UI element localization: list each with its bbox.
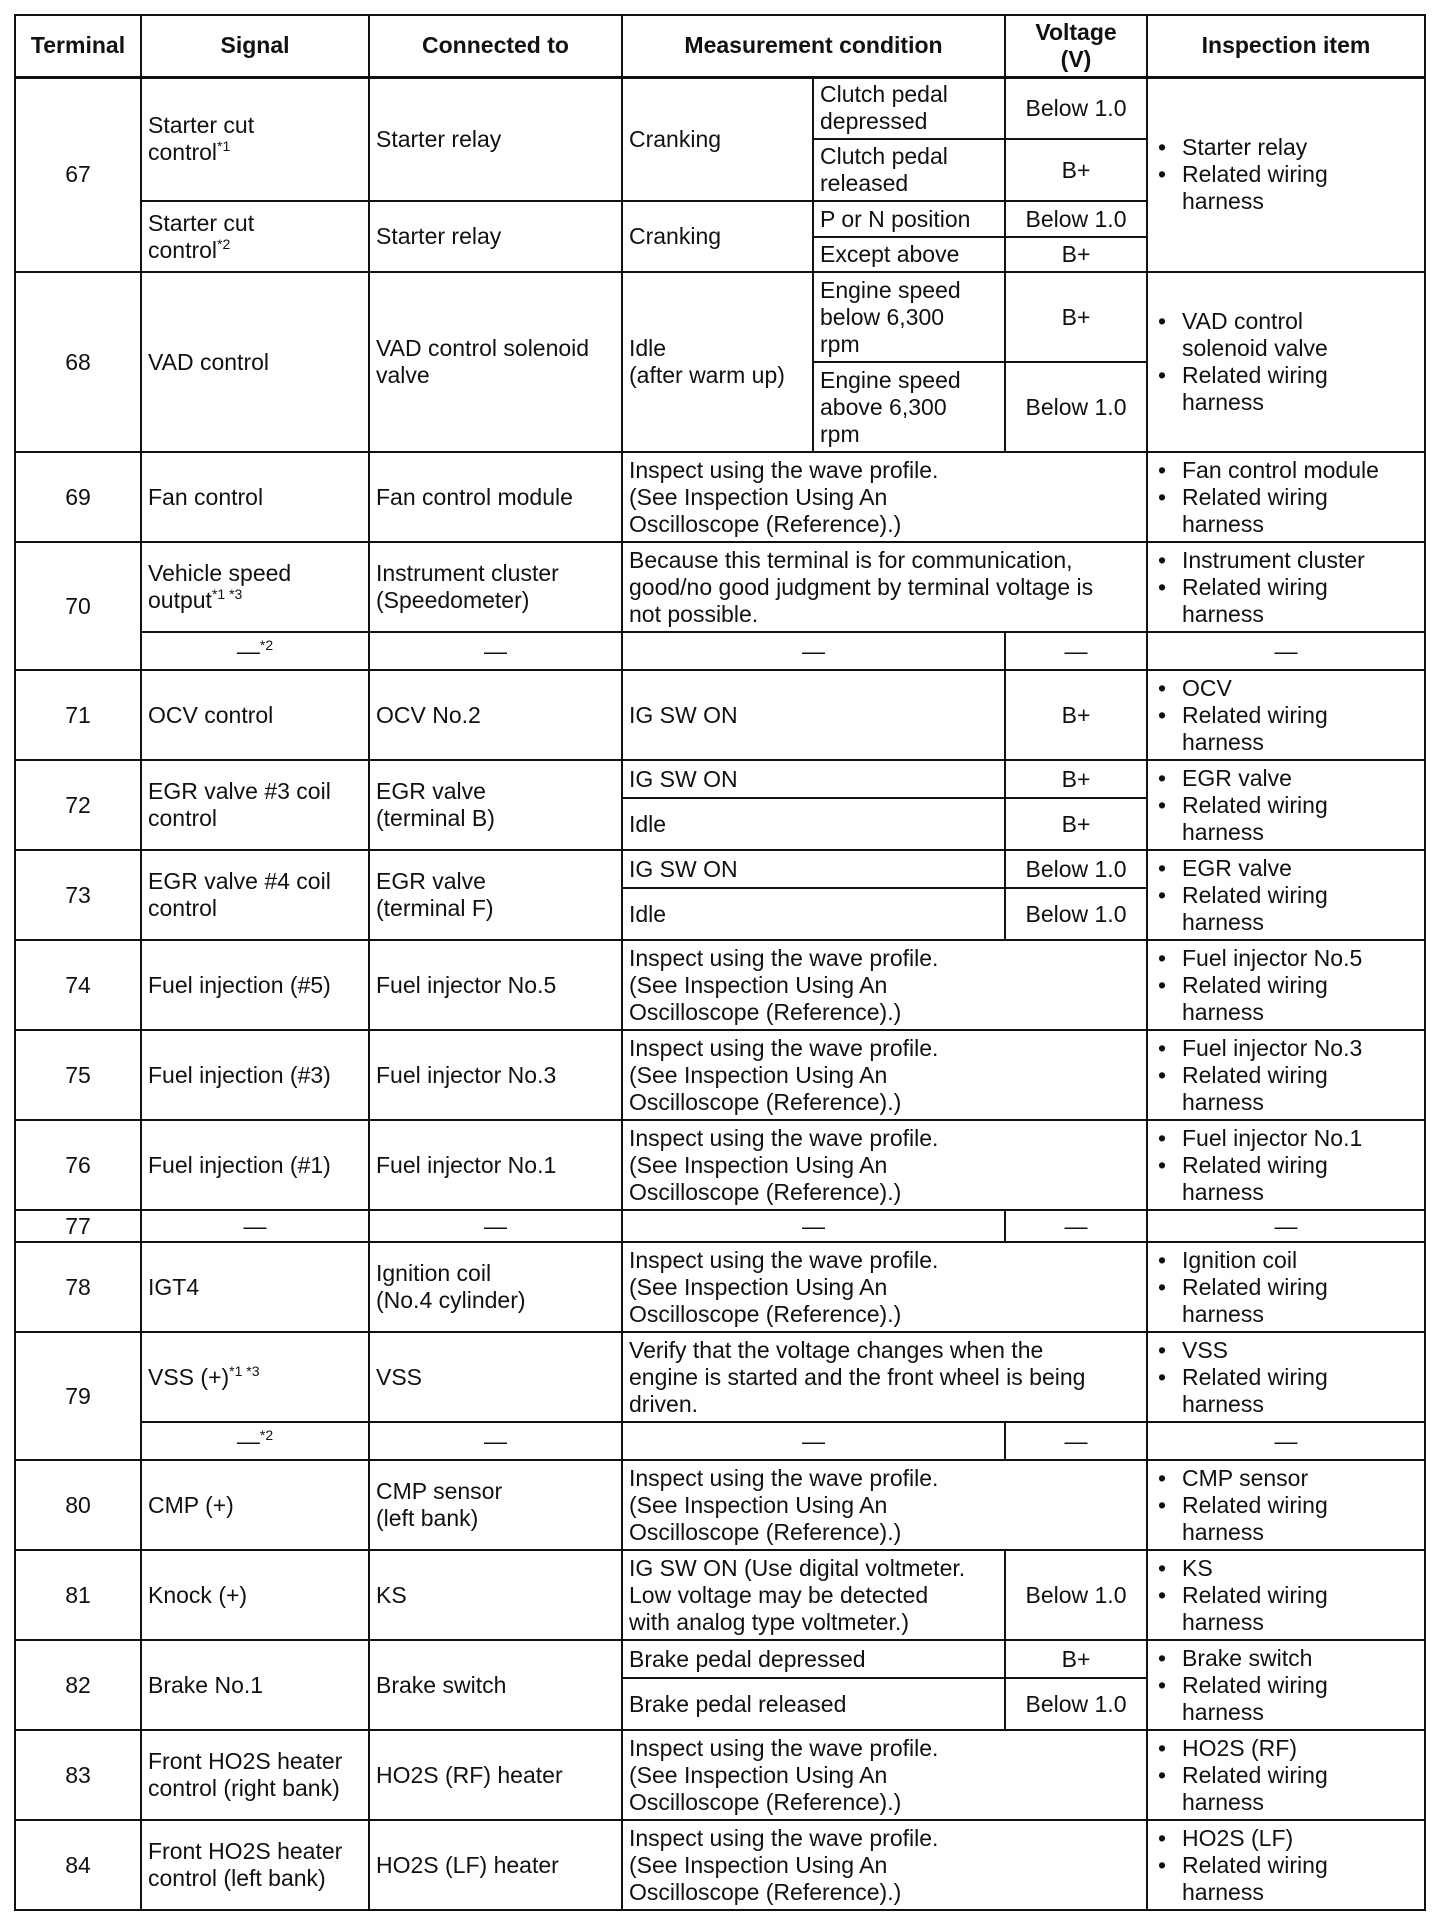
condition-cell: Inspect using the wave profile. (See Inspection Using An Oscilloscope (Reference).) xyxy=(622,1820,1147,1910)
signal-cell: OCV control xyxy=(141,670,369,760)
sub-condition-cell: Engine speed above 6,300 rpm xyxy=(813,362,1005,452)
header-voltage: Voltage (V) xyxy=(1005,15,1147,77)
voltage-cell: — xyxy=(1005,1210,1147,1242)
sub-condition-cell: Except above xyxy=(813,237,1005,272)
sub-condition-cell: Clutch pedal released xyxy=(813,139,1005,201)
connected-to-cell: Fuel injector No.1 xyxy=(369,1120,622,1210)
signal-cell: —$^{*2}$ xyxy=(141,632,369,670)
condition-cell: Idle xyxy=(622,798,1005,850)
voltage-cell: — xyxy=(1005,632,1147,670)
inspection-cell: • Brake switch • Related wiring harness xyxy=(1147,1640,1425,1730)
condition-cell: — xyxy=(622,1422,1005,1460)
terminal-number: 74 xyxy=(15,940,141,1030)
signal-cell: EGR valve #3 coil control xyxy=(141,760,369,850)
condition-cell: Inspect using the wave profile. (See Inspection Using An Oscilloscope (Reference).) xyxy=(622,1460,1147,1550)
voltage-cell: Below 1.0 xyxy=(1005,77,1147,139)
table-row xyxy=(15,940,1425,1030)
inspection-cell: • Fuel injector No.1 • Related wiring harness xyxy=(1147,1120,1425,1210)
connected-to-cell: Fan control module xyxy=(369,452,622,542)
signal-cell: Fuel injection (#5) xyxy=(141,940,369,1030)
connected-to-cell: — xyxy=(369,1210,622,1242)
table-row xyxy=(15,1640,1425,1678)
inspection-cell: • VSS • Related wiring harness xyxy=(1147,1332,1425,1422)
terminal-number: 73 xyxy=(15,850,141,940)
connected-to-cell: Fuel injector No.5 xyxy=(369,940,622,1030)
condition-cell: Inspect using the wave profile. (See Inspection Using An Oscilloscope (Reference).) xyxy=(622,452,1147,542)
table-row xyxy=(15,1422,1425,1460)
inspection-cell: • KS • Related wiring harness xyxy=(1147,1550,1425,1640)
connected-to-cell: VSS xyxy=(369,1332,622,1422)
connected-to-cell: OCV No.2 xyxy=(369,670,622,760)
inspection-cell: • VAD control solenoid valve • Related wiring harness xyxy=(1147,272,1425,452)
connected-to-cell: HO2S (LF) heater xyxy=(369,1820,622,1910)
inspection-cell: — xyxy=(1147,1422,1425,1460)
sub-condition-cell: Engine speed below 6,300 rpm xyxy=(813,272,1005,362)
inspection-cell: • Fan control module • Related wiring harness xyxy=(1147,452,1425,542)
connected-to-cell: HO2S (RF) heater xyxy=(369,1730,622,1820)
terminal-number: 80 xyxy=(15,1460,141,1550)
table-row xyxy=(15,1730,1425,1820)
terminal-number: 71 xyxy=(15,670,141,760)
condition-cell: Inspect using the wave profile. (See Inspection Using An Oscilloscope (Reference).) xyxy=(622,1242,1147,1332)
table-row xyxy=(15,1332,1425,1422)
signal-cell: Vehicle speed output$^{*1 *3}$ xyxy=(141,542,369,632)
connected-to-cell: VAD control solenoid valve xyxy=(369,272,622,452)
signal-cell: VSS $(+)^{*1 *3}$ xyxy=(141,1332,369,1422)
voltage-cell: B+ xyxy=(1005,1640,1147,1678)
terminal-number: 82 xyxy=(15,1640,141,1730)
table-row xyxy=(15,542,1425,632)
condition-cell: Inspect using the wave profile. (See Inspection Using An Oscilloscope (Reference).) xyxy=(622,1030,1147,1120)
connected-to-cell: Brake switch xyxy=(369,1640,622,1730)
terminal-number: 81 xyxy=(15,1550,141,1640)
table-row xyxy=(15,1550,1425,1640)
table-row xyxy=(15,272,1425,362)
condition-cell: Idle xyxy=(622,888,1005,940)
inspection-cell: • EGR valve • Related wiring harness xyxy=(1147,760,1425,850)
signal-cell: —$^{*2}$ xyxy=(141,1422,369,1460)
connected-to-cell: Ignition coil (No.4 cylinder) xyxy=(369,1242,622,1332)
condition-cell: IG SW ON (Use digital voltmeter. Low voltage may be detected with analog type voltmeter.) xyxy=(622,1550,1005,1640)
connected-to-cell: Starter relay xyxy=(369,77,622,201)
terminal-inspection-table xyxy=(14,14,1426,1911)
footnote-marker: *2 xyxy=(259,1426,274,1443)
table-row xyxy=(15,77,1425,139)
header-row xyxy=(15,15,1425,77)
voltage-cell: Below 1.0 xyxy=(1005,1678,1147,1730)
footnote-marker: *1 *3 xyxy=(229,1362,260,1379)
voltage-cell: Below 1.0 xyxy=(1005,362,1147,452)
table-row xyxy=(15,632,1425,670)
terminal-number: 78 xyxy=(15,1242,141,1332)
voltage-cell: B+ xyxy=(1005,237,1147,272)
terminal-number: 84 xyxy=(15,1820,141,1910)
voltage-cell: Below 1.0 xyxy=(1005,1550,1147,1640)
signal-cell: Knock (+) xyxy=(141,1550,369,1640)
voltage-cell: Below 1.0 xyxy=(1005,850,1147,888)
voltage-cell: Below 1.0 xyxy=(1005,201,1147,237)
terminal-number: 69 xyxy=(15,452,141,542)
terminal-number: 75 xyxy=(15,1030,141,1120)
header-measurement-condition: Measurement condition xyxy=(622,15,1005,77)
footnote-marker: *1 *3 xyxy=(211,586,243,602)
inspection-cell: • Fuel injector No.5 • Related wiring harness xyxy=(1147,940,1425,1030)
condition-cell: Verify that the voltage changes when the engine is started and the front wheel is being driven. xyxy=(622,1332,1147,1422)
inspection-cell: • CMP sensor • Related wiring harness xyxy=(1147,1460,1425,1550)
table-row xyxy=(15,452,1425,542)
condition-cell: — xyxy=(622,632,1005,670)
condition-cell: IG SW ON xyxy=(622,760,1005,798)
condition-cell: Idle (after warm up) xyxy=(622,272,813,452)
inspection-cell: • Ignition coil • Related wiring harness xyxy=(1147,1242,1425,1332)
terminal-number: 67 xyxy=(15,77,141,272)
connected-to-cell: EGR valve (terminal F) xyxy=(369,850,622,940)
inspection-cell: — xyxy=(1147,632,1425,670)
voltage-cell: B+ xyxy=(1005,798,1147,850)
footnote-marker: *1 xyxy=(217,138,231,155)
signal-cell: Fuel injection (#3) xyxy=(141,1030,369,1120)
terminal-number: 68 xyxy=(15,272,141,452)
sub-condition-cell: Clutch pedal depressed xyxy=(813,77,1005,139)
voltage-cell: Below 1.0 xyxy=(1005,888,1147,940)
inspection-cell: • OCV • Related wiring harness xyxy=(1147,670,1425,760)
signal-cell: Starter cut control$^{*2}$ xyxy=(141,201,369,272)
inspection-cell: • Starter relay • Related wiring harness xyxy=(1147,77,1425,272)
signal-cell: — xyxy=(141,1210,369,1242)
connected-to-cell: — xyxy=(369,632,622,670)
terminal-number: 83 xyxy=(15,1730,141,1820)
table-row xyxy=(15,1460,1425,1550)
connected-to-cell: Fuel injector No.3 xyxy=(369,1030,622,1120)
signal-cell: Fuel injection (#1) xyxy=(141,1120,369,1210)
connected-to-cell: — xyxy=(369,1422,622,1460)
signal-cell: Fan control xyxy=(141,452,369,542)
connected-to-cell: Instrument cluster (Speedometer) xyxy=(369,542,622,632)
condition-cell: Brake pedal depressed xyxy=(622,1640,1005,1678)
condition-cell: Inspect using the wave profile. (See Inspection Using An Oscilloscope (Reference).) xyxy=(622,940,1147,1030)
voltage-cell: — xyxy=(1005,1422,1147,1460)
header-terminal: Terminal xyxy=(15,15,141,77)
voltage-cell: B+ xyxy=(1005,272,1147,362)
signal-cell: Front HO2S heater control (left bank) xyxy=(141,1820,369,1910)
terminal-number: 76 xyxy=(15,1120,141,1210)
header-signal: Signal xyxy=(141,15,369,77)
connected-to-cell: EGR valve (terminal B) xyxy=(369,760,622,850)
header-connected-to: Connected to xyxy=(369,15,622,77)
terminal-number: 72 xyxy=(15,760,141,850)
table-row xyxy=(15,1242,1425,1332)
signal-cell: Front HO2S heater control (right bank) xyxy=(141,1730,369,1820)
condition-cell: IG SW ON xyxy=(622,850,1005,888)
table-row xyxy=(15,670,1425,760)
voltage-cell: B+ xyxy=(1005,670,1147,760)
table-row xyxy=(15,1120,1425,1210)
connected-to-cell: Starter relay xyxy=(369,201,622,272)
signal-cell: VAD control xyxy=(141,272,369,452)
condition-cell: Brake pedal released xyxy=(622,1678,1005,1730)
signal-cell: Starter cut control$^{*1}$ xyxy=(141,77,369,201)
sub-condition-cell: P or N position xyxy=(813,201,1005,237)
condition-cell: Cranking xyxy=(622,201,813,272)
condition-cell: Because this terminal is for communication, good/no good judgment by terminal voltage is not possible. xyxy=(622,542,1147,632)
header-inspection-item: Inspection item xyxy=(1147,15,1425,77)
table-row xyxy=(15,850,1425,888)
table-row xyxy=(15,1210,1425,1242)
footnote-marker: *2 xyxy=(217,235,231,252)
inspection-cell: • HO2S (LF) • Related wiring harness xyxy=(1147,1820,1425,1910)
table-row xyxy=(15,1820,1425,1910)
connected-to-cell: CMP sensor (left bank) xyxy=(369,1460,622,1550)
signal-cell: CMP (+) xyxy=(141,1460,369,1550)
inspection-cell: — xyxy=(1147,1210,1425,1242)
signal-cell: EGR valve #4 coil control xyxy=(141,850,369,940)
terminal-number: 70 xyxy=(15,542,141,670)
condition-cell: Inspect using the wave profile. (See Inspection Using An Oscilloscope (Reference).) xyxy=(622,1730,1147,1820)
connected-to-cell: KS xyxy=(369,1550,622,1640)
inspection-cell: • Instrument cluster • Related wiring harness xyxy=(1147,542,1425,632)
table-row xyxy=(15,1030,1425,1120)
condition-cell: Cranking xyxy=(622,77,813,201)
condition-cell: IG SW ON xyxy=(622,670,1005,760)
condition-cell: — xyxy=(622,1210,1005,1242)
inspection-cell: • Fuel injector No.3 • Related wiring harness xyxy=(1147,1030,1425,1120)
condition-cell: Inspect using the wave profile. (See Inspection Using An Oscilloscope (Reference).) xyxy=(622,1120,1147,1210)
voltage-cell: B+ xyxy=(1005,139,1147,201)
signal-cell: IGT4 xyxy=(141,1242,369,1332)
inspection-cell: • EGR valve • Related wiring harness xyxy=(1147,850,1425,940)
table-row xyxy=(15,760,1425,798)
signal-cell: Brake No.1 xyxy=(141,1640,369,1730)
terminal-number: 77 xyxy=(15,1210,141,1242)
footnote-marker: *2 xyxy=(259,636,274,653)
inspection-cell: • HO2S (RF) • Related wiring harness xyxy=(1147,1730,1425,1820)
voltage-cell: B+ xyxy=(1005,760,1147,798)
terminal-number: 79 xyxy=(15,1332,141,1460)
